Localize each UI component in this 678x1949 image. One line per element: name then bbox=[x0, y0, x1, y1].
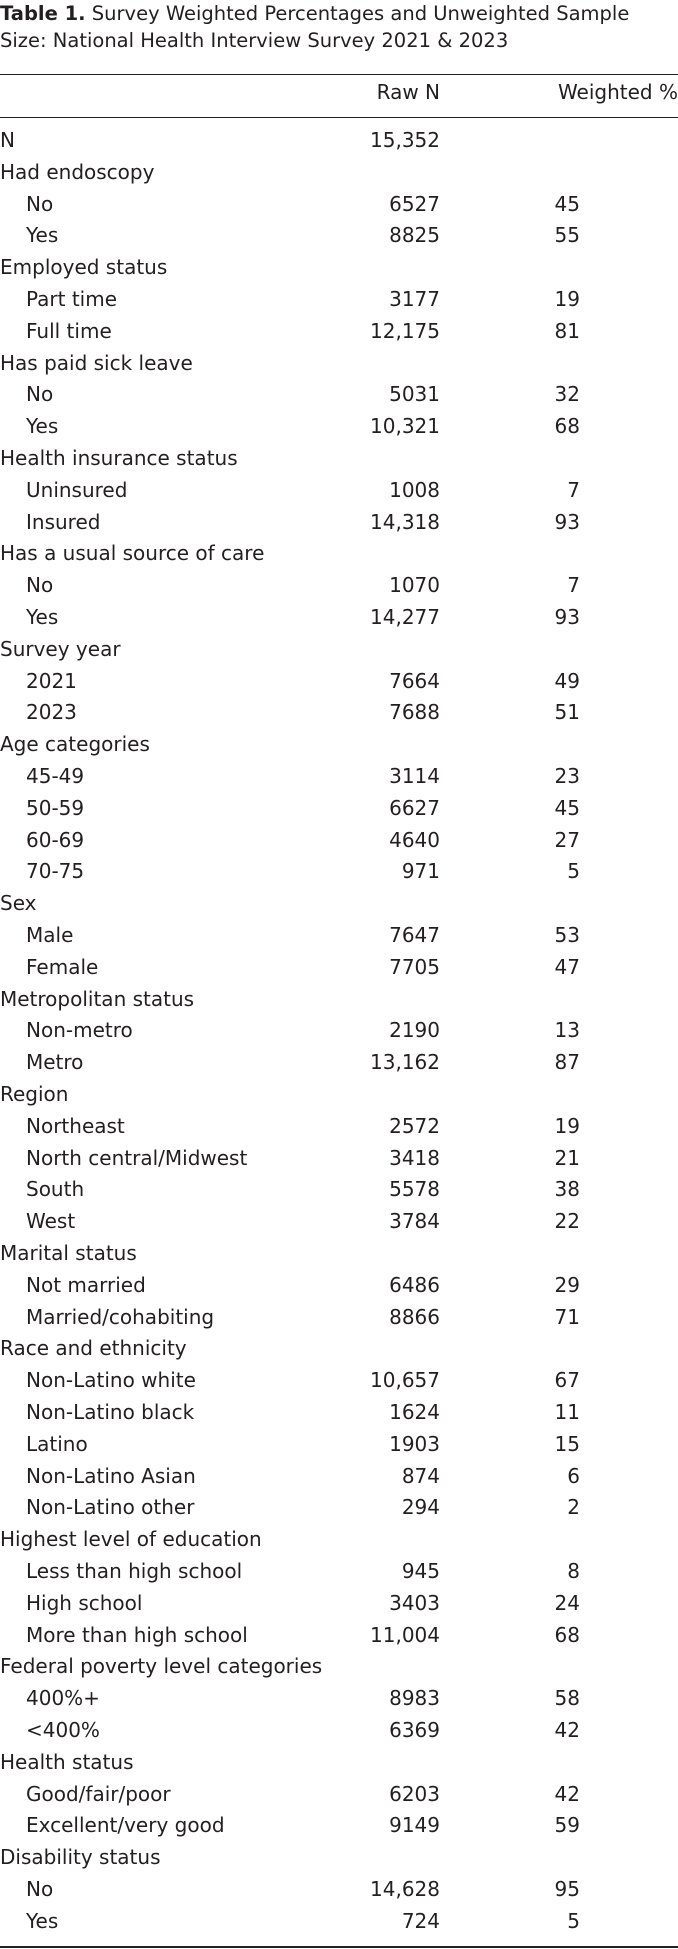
row-label: Highest level of education bbox=[0, 1527, 262, 1552]
weighted-percent-cell: 5 bbox=[567, 1908, 580, 1933]
table-row bbox=[0, 284, 678, 316]
weighted-percent-cell: 11 bbox=[554, 1400, 580, 1424]
table-row bbox=[0, 1461, 678, 1493]
weighted-percent-cell: 68 bbox=[554, 414, 580, 439]
table-group-row bbox=[0, 443, 678, 475]
row-label: Less than high school bbox=[26, 1559, 243, 1583]
row-label: Federal poverty level categories bbox=[0, 1654, 323, 1679]
raw-n-cell: 971 bbox=[401, 859, 440, 884]
raw-n-cell: 3418 bbox=[389, 1145, 440, 1170]
table-row bbox=[0, 761, 678, 793]
weighted-percent-cell: 2 bbox=[567, 1495, 580, 1520]
raw-n-cell: 5031 bbox=[389, 382, 440, 407]
raw-n-cell: 15,352 bbox=[370, 128, 440, 152]
raw-n-cell: 1070 bbox=[389, 573, 440, 598]
raw-n-cell: 724 bbox=[401, 1908, 440, 1933]
raw-n-cell: 7664 bbox=[389, 668, 440, 693]
row-label: 70-75 bbox=[26, 859, 85, 884]
raw-n-cell: 6627 bbox=[389, 795, 440, 820]
bottom-rule bbox=[0, 1946, 678, 1948]
table-group-row bbox=[0, 1333, 678, 1365]
raw-n-cell: 6369 bbox=[389, 1718, 440, 1742]
raw-n-cell: 3114 bbox=[389, 764, 440, 788]
row-label: No bbox=[26, 191, 54, 216]
raw-n-cell: 1008 bbox=[389, 477, 440, 502]
row-label: N bbox=[0, 128, 15, 152]
weighted-percent-cell: 55 bbox=[554, 223, 580, 248]
weighted-percent-cell: 19 bbox=[554, 287, 580, 311]
weighted-percent-cell: 95 bbox=[554, 1877, 580, 1901]
weighted-percent-cell: 29 bbox=[554, 1272, 580, 1297]
weighted-percent-cell: 67 bbox=[554, 1368, 580, 1393]
table-row bbox=[0, 1111, 678, 1143]
weighted-percent-cell: 93 bbox=[554, 605, 580, 629]
table-group-row bbox=[0, 538, 678, 570]
weighted-percent-cell: 42 bbox=[554, 1718, 580, 1742]
raw-n-cell: 2572 bbox=[389, 1113, 440, 1138]
row-label: Non-Latino black bbox=[26, 1400, 195, 1424]
row-label: Yes bbox=[26, 223, 59, 248]
table-row bbox=[0, 825, 678, 857]
table-row bbox=[0, 1302, 678, 1334]
weighted-percent-cell: 6 bbox=[567, 1463, 580, 1488]
row-label: Age categories bbox=[0, 732, 150, 757]
weighted-percent-cell: 7 bbox=[567, 573, 580, 598]
row-label: Yes bbox=[26, 605, 59, 629]
column-header-raw-n: Raw N bbox=[376, 80, 440, 104]
weighted-percent-cell: 21 bbox=[554, 1145, 580, 1170]
row-label: Full time bbox=[26, 318, 112, 343]
row-label: Female bbox=[26, 954, 99, 979]
row-label: Survey year bbox=[0, 636, 121, 661]
weighted-percent-cell: 15 bbox=[554, 1431, 580, 1456]
raw-n-cell: 3784 bbox=[389, 1209, 440, 1234]
table-row bbox=[0, 189, 678, 221]
row-label: 50-59 bbox=[26, 795, 85, 820]
row-label: Metropolitan status bbox=[0, 986, 195, 1011]
row-label: Non-Latino white bbox=[26, 1368, 196, 1393]
table-row bbox=[0, 1015, 678, 1047]
weighted-percent-cell: 19 bbox=[554, 1113, 580, 1138]
table-group-row bbox=[0, 729, 678, 761]
row-label: Employed status bbox=[0, 255, 168, 280]
weighted-percent-cell: 24 bbox=[554, 1590, 580, 1615]
table-group-row bbox=[0, 984, 678, 1016]
row-label: Has a usual source of care bbox=[0, 541, 265, 566]
table-row bbox=[0, 602, 678, 634]
row-label: West bbox=[26, 1209, 76, 1234]
row-label: Part time bbox=[26, 287, 118, 311]
raw-n-cell: 10,321 bbox=[370, 414, 440, 439]
weighted-percent-cell: 5 bbox=[567, 859, 580, 884]
table-row bbox=[0, 793, 678, 825]
raw-n-cell: 3177 bbox=[389, 287, 440, 311]
weighted-percent-cell: 23 bbox=[554, 764, 580, 788]
raw-n-cell: 6527 bbox=[389, 191, 440, 216]
row-label: 45-49 bbox=[26, 764, 85, 788]
row-label: Latino bbox=[26, 1431, 88, 1456]
table-row bbox=[0, 220, 678, 252]
weighted-percent-cell: 7 bbox=[567, 477, 580, 502]
raw-n-cell: 13,162 bbox=[370, 1050, 440, 1075]
row-label: Race and ethnicity bbox=[0, 1336, 187, 1361]
raw-n-cell: 7688 bbox=[389, 700, 440, 725]
weighted-percent-cell: 32 bbox=[554, 382, 580, 407]
weighted-percent-cell: 49 bbox=[554, 668, 580, 693]
row-label: Yes bbox=[26, 414, 59, 439]
table-row bbox=[0, 1620, 678, 1652]
raw-n-cell: 14,628 bbox=[370, 1877, 440, 1901]
table-row bbox=[0, 666, 678, 698]
table-group-row bbox=[0, 634, 678, 666]
raw-n-cell: 5578 bbox=[389, 1177, 440, 1202]
table-row bbox=[0, 1779, 678, 1811]
raw-n-cell: 14,318 bbox=[370, 509, 440, 534]
table-group-row bbox=[0, 888, 678, 920]
weighted-percent-cell: 47 bbox=[554, 954, 580, 979]
table-group-row bbox=[0, 1524, 678, 1556]
row-label: Married/cohabiting bbox=[26, 1304, 215, 1329]
row-label: No bbox=[26, 1877, 54, 1901]
table-row bbox=[0, 1588, 678, 1620]
row-label: High school bbox=[26, 1590, 143, 1615]
row-label: Sex bbox=[0, 891, 37, 916]
raw-n-cell: 1624 bbox=[389, 1400, 440, 1424]
table-row bbox=[0, 1047, 678, 1079]
row-label: Insured bbox=[26, 509, 101, 534]
raw-n-cell: 8825 bbox=[389, 223, 440, 248]
row-label: More than high school bbox=[26, 1622, 248, 1647]
row-label: 400%+ bbox=[26, 1686, 100, 1711]
weighted-percent-cell: 38 bbox=[554, 1177, 580, 1202]
weighted-percent-cell: 59 bbox=[554, 1813, 580, 1838]
row-label: No bbox=[26, 382, 54, 407]
table-row bbox=[0, 697, 678, 729]
table-row bbox=[0, 1365, 678, 1397]
table-row bbox=[0, 1906, 678, 1938]
table-row bbox=[0, 1397, 678, 1429]
weighted-percent-cell: 45 bbox=[554, 795, 580, 820]
weighted-percent-cell: 42 bbox=[554, 1781, 580, 1806]
raw-n-cell: 6486 bbox=[389, 1272, 440, 1297]
table-row bbox=[0, 475, 678, 507]
table-row bbox=[0, 856, 678, 888]
table-row bbox=[0, 1174, 678, 1206]
row-label: Region bbox=[0, 1082, 69, 1106]
row-label: 2023 bbox=[26, 700, 77, 725]
row-label: Non-metro bbox=[26, 1018, 133, 1043]
weighted-percent-cell: 22 bbox=[554, 1209, 580, 1234]
table-group-row bbox=[0, 348, 678, 380]
table-row bbox=[0, 316, 678, 348]
raw-n-cell: 2190 bbox=[389, 1018, 440, 1043]
table-row bbox=[0, 952, 678, 984]
table-group-row bbox=[0, 1747, 678, 1779]
table-group-row bbox=[0, 1651, 678, 1683]
row-label: Disability status bbox=[0, 1845, 161, 1870]
row-label: Male bbox=[26, 923, 74, 947]
raw-n-cell: 3403 bbox=[389, 1590, 440, 1615]
weighted-percent-cell: 58 bbox=[554, 1686, 580, 1711]
table-group-row bbox=[0, 1238, 678, 1270]
raw-n-cell: 874 bbox=[401, 1463, 440, 1488]
row-label: Health insurance status bbox=[0, 446, 238, 470]
weighted-percent-cell: 81 bbox=[554, 318, 580, 343]
row-label: Uninsured bbox=[26, 477, 128, 502]
table-row bbox=[0, 379, 678, 411]
row-label: Non-Latino Asian bbox=[26, 1463, 196, 1488]
weighted-percent-cell: 71 bbox=[554, 1304, 580, 1329]
table-row bbox=[0, 1874, 678, 1906]
row-label: Not married bbox=[26, 1272, 146, 1297]
weighted-percent-cell: 93 bbox=[554, 509, 580, 534]
raw-n-cell: 11,004 bbox=[370, 1622, 440, 1647]
table-row bbox=[0, 570, 678, 602]
row-label: Northeast bbox=[26, 1113, 125, 1138]
row-label: Has paid sick leave bbox=[0, 350, 193, 375]
weighted-percent-cell: 27 bbox=[554, 827, 580, 852]
row-label: <400% bbox=[26, 1718, 100, 1742]
table-caption-text: Survey Weighted Percentages and Unweighted Sample Size: National Health Interview Survey 2021 & 2023 bbox=[0, 2, 630, 52]
raw-n-cell: 7705 bbox=[389, 954, 440, 979]
table-row bbox=[0, 1429, 678, 1461]
row-label: North central/Midwest bbox=[26, 1145, 248, 1170]
raw-n-cell: 4640 bbox=[389, 827, 440, 852]
row-label: Yes bbox=[26, 1908, 59, 1933]
raw-n-cell: 1903 bbox=[389, 1431, 440, 1456]
weighted-percent-cell: 45 bbox=[554, 191, 580, 216]
weighted-percent-cell: 8 bbox=[567, 1559, 580, 1583]
table-row bbox=[0, 507, 678, 539]
weighted-percent-cell: 13 bbox=[554, 1018, 580, 1043]
row-label: 2021 bbox=[26, 668, 77, 693]
raw-n-cell: 945 bbox=[401, 1559, 440, 1583]
table-row bbox=[0, 1715, 678, 1747]
raw-n-cell: 14,277 bbox=[370, 605, 440, 629]
table-total-row bbox=[0, 125, 678, 157]
raw-n-cell: 12,175 bbox=[370, 318, 440, 343]
row-label: South bbox=[26, 1177, 85, 1202]
table-row bbox=[0, 1270, 678, 1302]
table-group-row bbox=[0, 157, 678, 189]
raw-n-cell: 10,657 bbox=[370, 1368, 440, 1393]
raw-n-cell: 294 bbox=[401, 1495, 440, 1520]
weighted-percent-cell: 87 bbox=[554, 1050, 580, 1075]
row-label: Good/fair/poor bbox=[26, 1781, 171, 1806]
row-label: Marital status bbox=[0, 1241, 137, 1265]
raw-n-cell: 6203 bbox=[389, 1781, 440, 1806]
row-label: 60-69 bbox=[26, 827, 85, 852]
table-caption-label: Table 1. bbox=[0, 2, 86, 25]
raw-n-cell: 9149 bbox=[389, 1813, 440, 1838]
table-row bbox=[0, 1683, 678, 1715]
row-label: Excellent/very good bbox=[26, 1813, 225, 1838]
table-row bbox=[0, 1810, 678, 1842]
table-row bbox=[0, 1206, 678, 1238]
table-row bbox=[0, 1492, 678, 1524]
raw-n-cell: 7647 bbox=[389, 923, 440, 947]
row-label: Had endoscopy bbox=[0, 159, 155, 184]
table-row bbox=[0, 1143, 678, 1175]
row-label: Health status bbox=[0, 1749, 134, 1774]
weighted-percent-cell: 68 bbox=[554, 1622, 580, 1647]
row-label: Non-Latino other bbox=[26, 1495, 195, 1520]
weighted-percent-cell: 51 bbox=[554, 700, 580, 725]
column-header-weighted-percent: Weighted % bbox=[557, 80, 678, 104]
table-row bbox=[0, 920, 678, 952]
row-label: Metro bbox=[26, 1050, 84, 1075]
table-row bbox=[0, 411, 678, 443]
table-group-row bbox=[0, 1079, 678, 1111]
row-label: No bbox=[26, 573, 54, 598]
table-group-row bbox=[0, 1842, 678, 1874]
raw-n-cell: 8866 bbox=[389, 1304, 440, 1329]
table-row bbox=[0, 1556, 678, 1588]
raw-n-cell: 8983 bbox=[389, 1686, 440, 1711]
weighted-percent-cell: 53 bbox=[554, 923, 580, 947]
table-group-row bbox=[0, 252, 678, 284]
